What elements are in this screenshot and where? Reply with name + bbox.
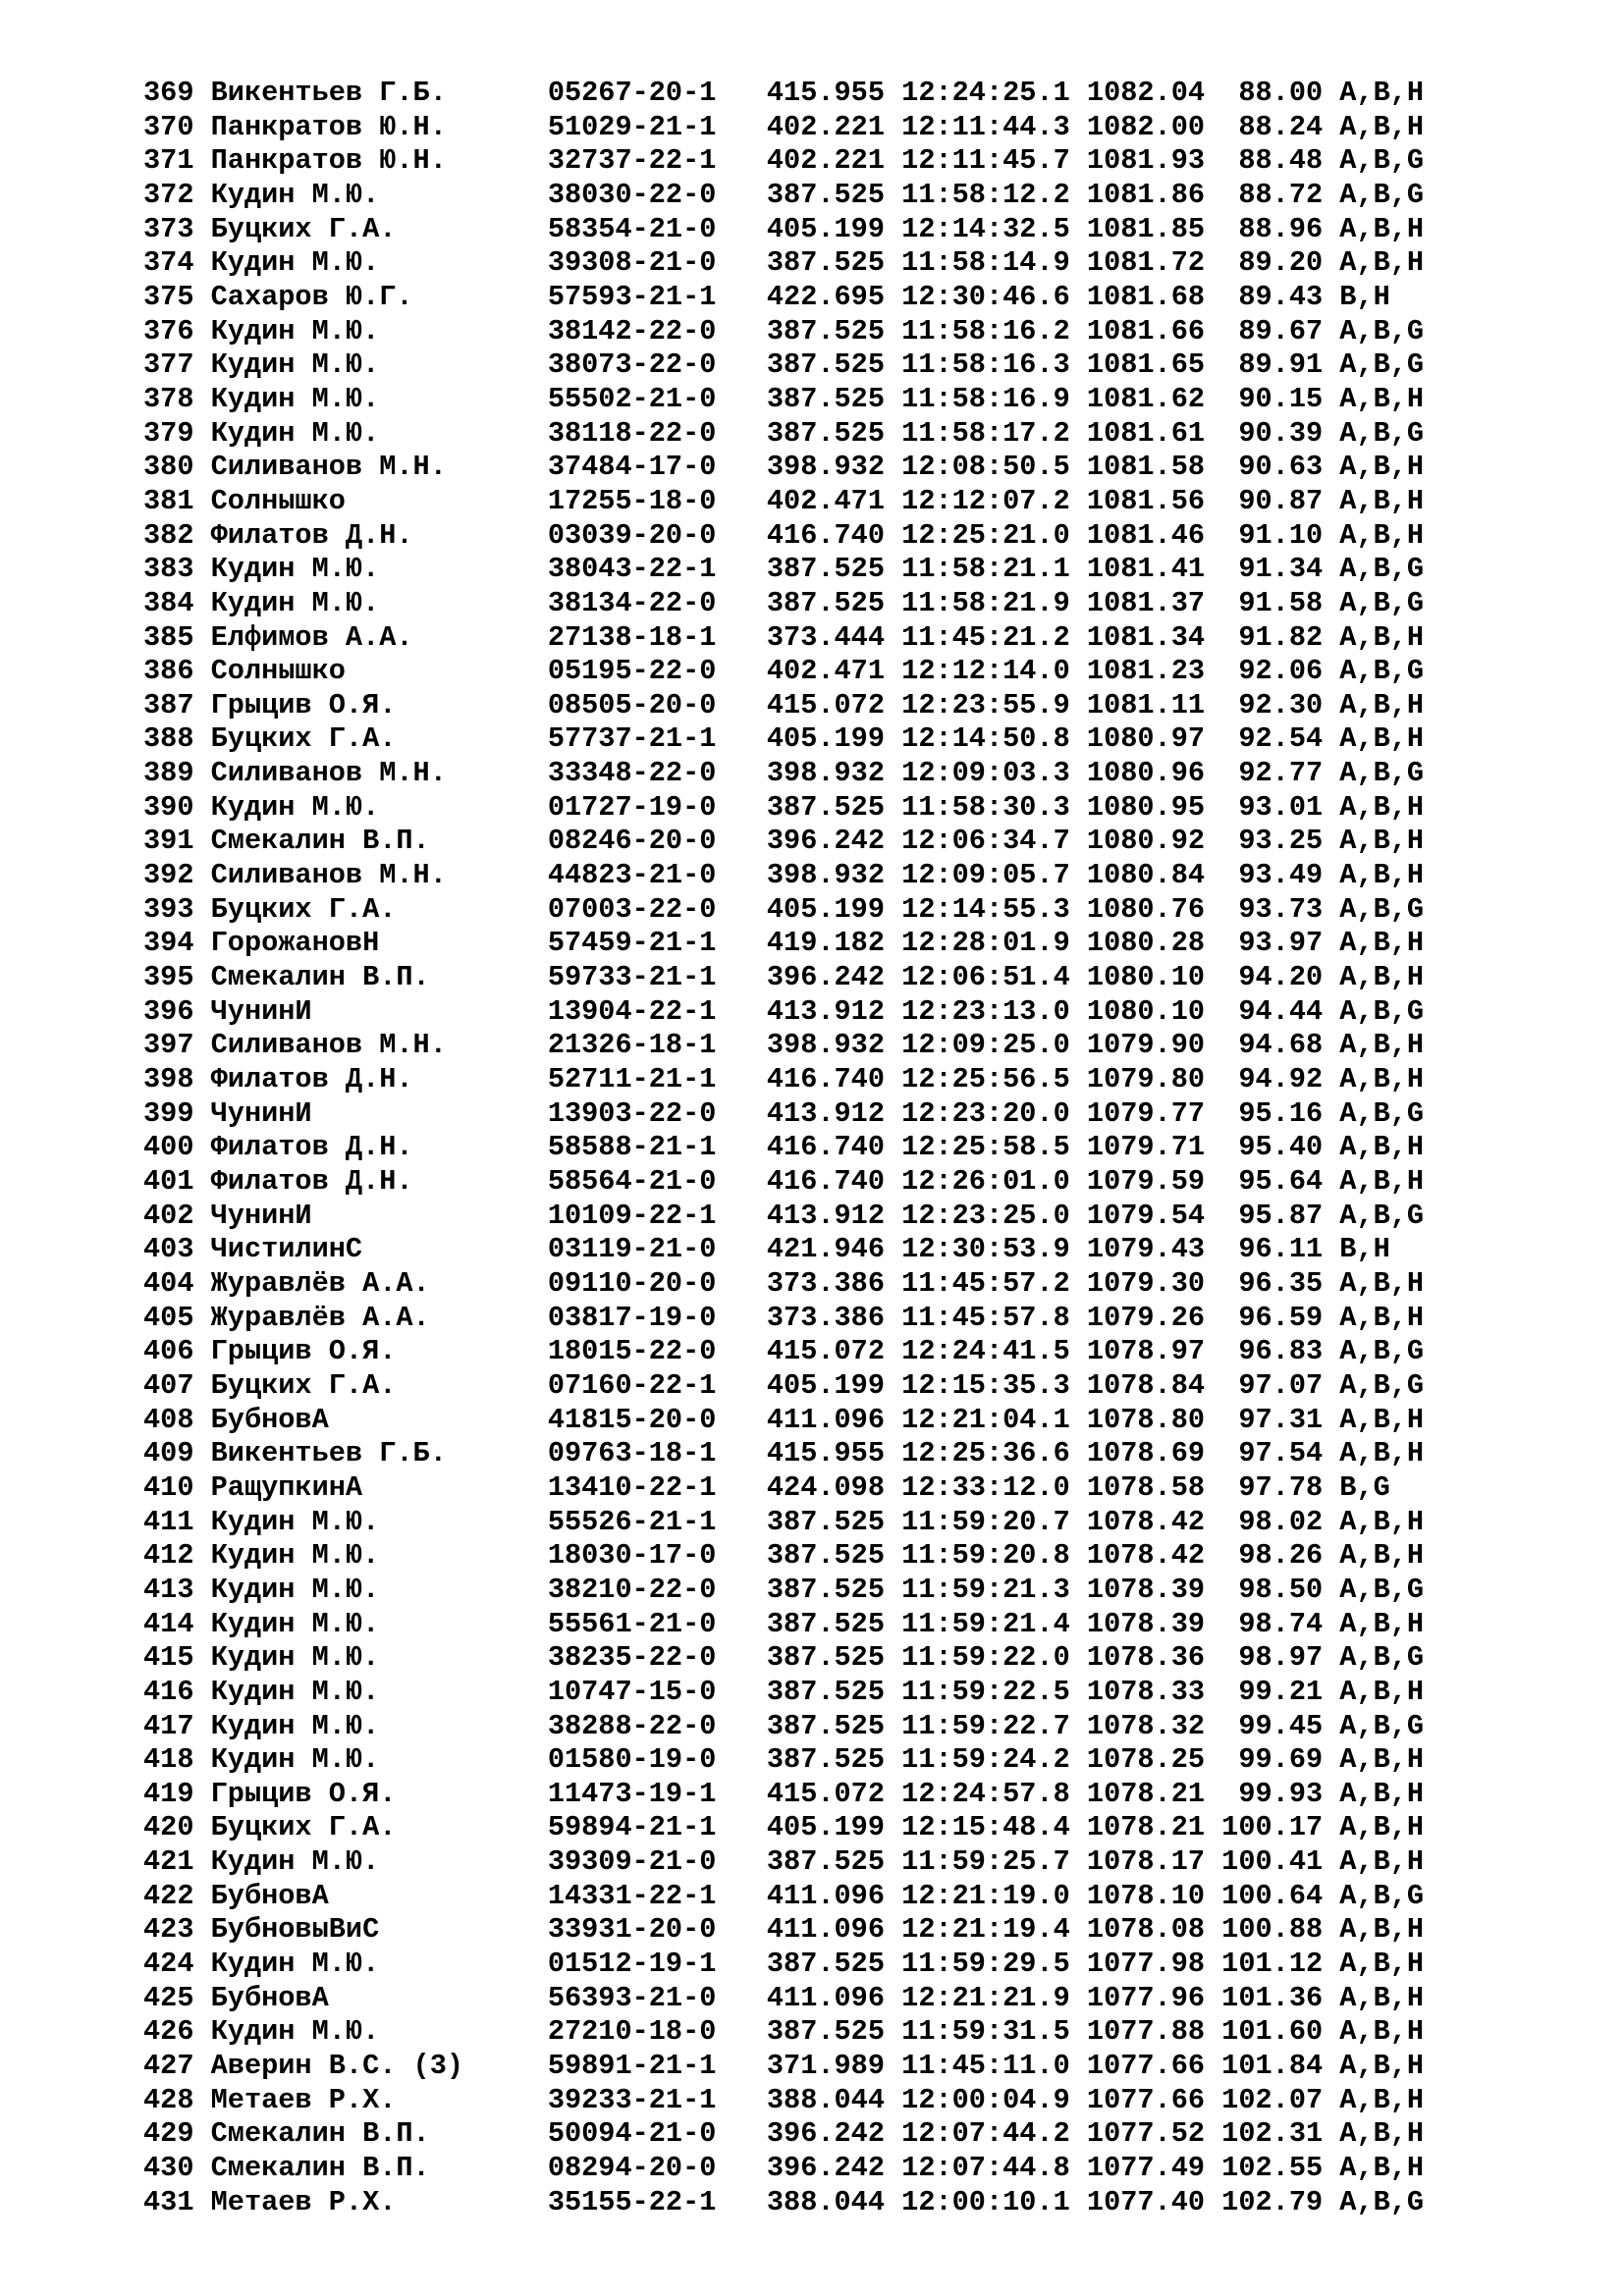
- result-row: 399 ЧунинИ 13903-22-0 413.912 12:23:20.0 1079.77 95.16 A,B,G: [143, 1096, 1425, 1130]
- result-row: 413 Кудин М.Ю. 38210-22-0 387.525 11:59:21.3 1078.39 98.50 A,B,G: [143, 1573, 1425, 1606]
- result-row: 402 ЧунинИ 10109-22-1 413.912 12:23:25.0 1079.54 95.87 A,B,G: [143, 1199, 1425, 1232]
- result-row: 378 Кудин М.Ю. 55502-21-0 387.525 11:58:16.9 1081.62 90.15 A,B,H: [143, 382, 1425, 415]
- result-row: 398 Филатов Д.Н. 52711-21-1 416.740 12:25:56.5 1079.80 94.92 A,B,H: [143, 1063, 1425, 1096]
- result-row: 393 Буцких Г.А. 07003-22-0 405.199 12:14:55.3 1080.76 93.73 A,B,G: [143, 892, 1425, 926]
- result-row: 377 Кудин М.Ю. 38073-22-0 387.525 11:58:16.3 1081.65 89.91 A,B,G: [143, 348, 1425, 382]
- result-row: 427 Аверин В.С. (3) 59891-21-1 371.989 11:45:11.0 1077.66 101.84 A,B,H: [143, 2050, 1425, 2083]
- result-row: 381 Солнышко 17255-18-0 402.471 12:12:07.2 1081.56 90.87 A,B,H: [143, 484, 1425, 517]
- result-row: 405 Журавлёв А.А. 03817-19-0 373.386 11:45:57.8 1079.26 96.59 A,B,H: [143, 1301, 1425, 1334]
- result-row: 431 Метаев Р.Х. 35155-22-1 388.044 12:00:10.1 1077.40 102.79 A,B,G: [143, 2185, 1425, 2218]
- result-row: 395 Смекалин В.П. 59733-21-1 396.242 12:06:51.4 1080.10 94.20 A,B,H: [143, 961, 1425, 994]
- result-row: 422 БубновА 14331-22-1 411.096 12:21:19.0 1078.10 100.64 A,B,G: [143, 1879, 1425, 1912]
- result-row: 372 Кудин М.Ю. 38030-22-0 387.525 11:58:12.2 1081.86 88.72 A,B,G: [143, 178, 1425, 211]
- result-row: 428 Метаев Р.Х. 39233-21-1 388.044 12:00:04.9 1077.66 102.07 A,B,H: [143, 2083, 1425, 2116]
- result-row: 403 ЧистилинС 03119-21-0 421.946 12:30:53.9 1079.43 96.11 B,H: [143, 1233, 1390, 1266]
- result-row: 406 Грыцив О.Я. 18015-22-0 415.072 12:24:41.5 1078.97 96.83 A,B,G: [143, 1335, 1425, 1368]
- result-row: 390 Кудин М.Ю. 01727-19-0 387.525 11:58:30.3 1080.95 93.01 A,B,H: [143, 790, 1425, 824]
- result-row: 414 Кудин М.Ю. 55561-21-0 387.525 11:59:21.4 1078.39 98.74 A,B,H: [143, 1607, 1425, 1640]
- result-row: 425 БубновА 56393-21-0 411.096 12:21:21.9 1077.96 101.36 A,B,H: [143, 1981, 1425, 2014]
- result-row: 430 Смекалин В.П. 08294-20-0 396.242 12:07:44.8 1077.49 102.55 A,B,H: [143, 2152, 1425, 2185]
- result-row: 384 Кудин М.Ю. 38134-22-0 387.525 11:58:21.9 1081.37 91.58 A,B,G: [143, 586, 1425, 619]
- result-row: 373 Буцких Г.А. 58354-21-0 405.199 12:14:32.5 1081.85 88.96 A,B,H: [143, 212, 1425, 245]
- result-row: 401 Филатов Д.Н. 58564-21-0 416.740 12:26:01.0 1079.59 95.64 A,B,H: [143, 1165, 1425, 1198]
- result-row: 376 Кудин М.Ю. 38142-22-0 387.525 11:58:16.2 1081.66 89.67 A,B,G: [143, 314, 1425, 347]
- result-row: 424 Кудин М.Ю. 01512-19-1 387.525 11:59:29.5 1077.98 101.12 A,B,H: [143, 1948, 1425, 1981]
- result-row: 389 Силиванов М.Н. 33348-22-0 398.932 12:09:03.3 1080.96 92.77 A,B,G: [143, 757, 1425, 790]
- result-row: 375 Сахаров Ю.Г. 57593-21-1 422.695 12:30:46.6 1081.68 89.43 B,H: [143, 280, 1390, 313]
- result-row: 385 Елфимов А.А. 27138-18-1 373.444 11:45:21.2 1081.34 91.82 A,B,H: [143, 620, 1425, 654]
- result-row: 411 Кудин М.Ю. 55526-21-1 387.525 11:59:20.7 1078.42 98.02 A,B,H: [143, 1505, 1425, 1538]
- result-row: 374 Кудин М.Ю. 39308-21-0 387.525 11:58:14.9 1081.72 89.20 A,B,H: [143, 246, 1425, 280]
- result-row: 416 Кудин М.Ю. 10747-15-0 387.525 11:59:22.5 1078.33 99.21 A,B,H: [143, 1675, 1425, 1708]
- result-row: 400 Филатов Д.Н. 58588-21-1 416.740 12:25:58.5 1079.71 95.40 A,B,H: [143, 1131, 1425, 1164]
- result-row: 417 Кудин М.Ю. 38288-22-0 387.525 11:59:22.7 1078.32 99.45 A,B,G: [143, 1709, 1425, 1742]
- result-row: 388 Буцких Г.А. 57737-21-1 405.199 12:14:50.8 1080.97 92.54 A,B,H: [143, 722, 1425, 756]
- result-row: 408 БубновА 41815-20-0 411.096 12:21:04.1 1078.80 97.31 A,B,H: [143, 1403, 1425, 1436]
- result-row: 429 Смекалин В.П. 50094-21-0 396.242 12:07:44.2 1077.52 102.31 A,B,H: [143, 2117, 1425, 2151]
- result-row: 410 РащупкинА 13410-22-1 424.098 12:33:12.0 1078.58 97.78 B,G: [143, 1470, 1390, 1504]
- result-row: 418 Кудин М.Ю. 01580-19-0 387.525 11:59:24.2 1078.25 99.69 A,B,H: [143, 1743, 1425, 1777]
- result-row: 392 Силиванов М.Н. 44823-21-0 398.932 12:09:05.7 1080.84 93.49 A,B,H: [143, 859, 1425, 892]
- result-row: 382 Филатов Д.Н. 03039-20-0 416.740 12:25:21.0 1081.46 91.10 A,B,H: [143, 518, 1425, 552]
- result-row: 426 Кудин М.Ю. 27210-18-0 387.525 11:59:31.5 1077.88 101.60 A,B,H: [143, 2015, 1425, 2049]
- result-row: 371 Панкратов Ю.Н. 32737-22-1 402.221 12:11:45.7 1081.93 88.48 A,B,G: [143, 144, 1425, 178]
- result-row: 423 БубновыВиС 33931-20-0 411.096 12:21:19.4 1078.08 100.88 A,B,H: [143, 1913, 1425, 1947]
- result-row: 369 Викентьев Г.Б. 05267-20-1 415.955 12:24:25.1 1082.04 88.00 A,B,H: [143, 77, 1425, 109]
- result-row: 394 ГорожановН 57459-21-1 419.182 12:28:01.9 1080.28 93.97 A,B,H: [143, 927, 1425, 960]
- result-row: 421 Кудин М.Ю. 39309-21-0 387.525 11:59:25.7 1078.17 100.41 A,B,H: [143, 1845, 1425, 1879]
- result-row: 409 Викентьев Г.Б. 09763-18-1 415.955 12:25:36.6 1078.69 97.54 A,B,H: [143, 1437, 1425, 1470]
- result-row: 387 Грыцив О.Я. 08505-20-0 415.072 12:23:55.9 1081.11 92.30 A,B,H: [143, 688, 1425, 721]
- result-row: 370 Панкратов Ю.Н. 51029-21-1 402.221 12:11:44.3 1082.00 88.24 A,B,H: [143, 110, 1425, 143]
- result-row: 412 Кудин М.Ю. 18030-17-0 387.525 11:59:20.8 1078.42 98.26 A,B,H: [143, 1539, 1425, 1573]
- result-row: 404 Журавлёв А.А. 09110-20-0 373.386 11:45:57.2 1079.30 96.35 A,B,H: [143, 1266, 1425, 1300]
- result-row: 391 Смекалин В.П. 08246-20-0 396.242 12:06:34.7 1080.92 93.25 A,B,H: [143, 825, 1425, 858]
- result-row: 383 Кудин М.Ю. 38043-22-1 387.525 11:58:21.1 1081.41 91.34 A,B,G: [143, 553, 1425, 586]
- results-table: [143, 77, 1424, 2219]
- result-row: 379 Кудин М.Ю. 38118-22-0 387.525 11:58:17.2 1081.61 90.39 A,B,G: [143, 416, 1425, 450]
- result-row: 415 Кудин М.Ю. 38235-22-0 387.525 11:59:22.0 1078.36 98.97 A,B,G: [143, 1641, 1425, 1675]
- result-row: 420 Буцких Г.А. 59894-21-1 405.199 12:15:48.4 1078.21 100.17 A,B,H: [143, 1811, 1425, 1844]
- result-row: 407 Буцких Г.А. 07160-22-1 405.199 12:15:35.3 1078.84 97.07 A,B,G: [143, 1368, 1425, 1402]
- result-row: 396 ЧунинИ 13904-22-1 413.912 12:23:13.0 1080.10 94.44 A,B,G: [143, 994, 1425, 1028]
- result-row: 419 Грыцив О.Я. 11473-19-1 415.072 12:24:57.8 1078.21 99.93 A,B,H: [143, 1777, 1425, 1810]
- result-row: 386 Солнышко 05195-22-0 402.471 12:12:14.0 1081.23 92.06 A,B,G: [143, 655, 1425, 688]
- result-row: 397 Силиванов М.Н. 21326-18-1 398.932 12:09:25.0 1079.90 94.68 A,B,H: [143, 1029, 1425, 1062]
- result-row: 380 Силиванов М.Н. 37484-17-0 398.932 12:08:50.5 1081.58 90.63 A,B,H: [143, 451, 1425, 484]
